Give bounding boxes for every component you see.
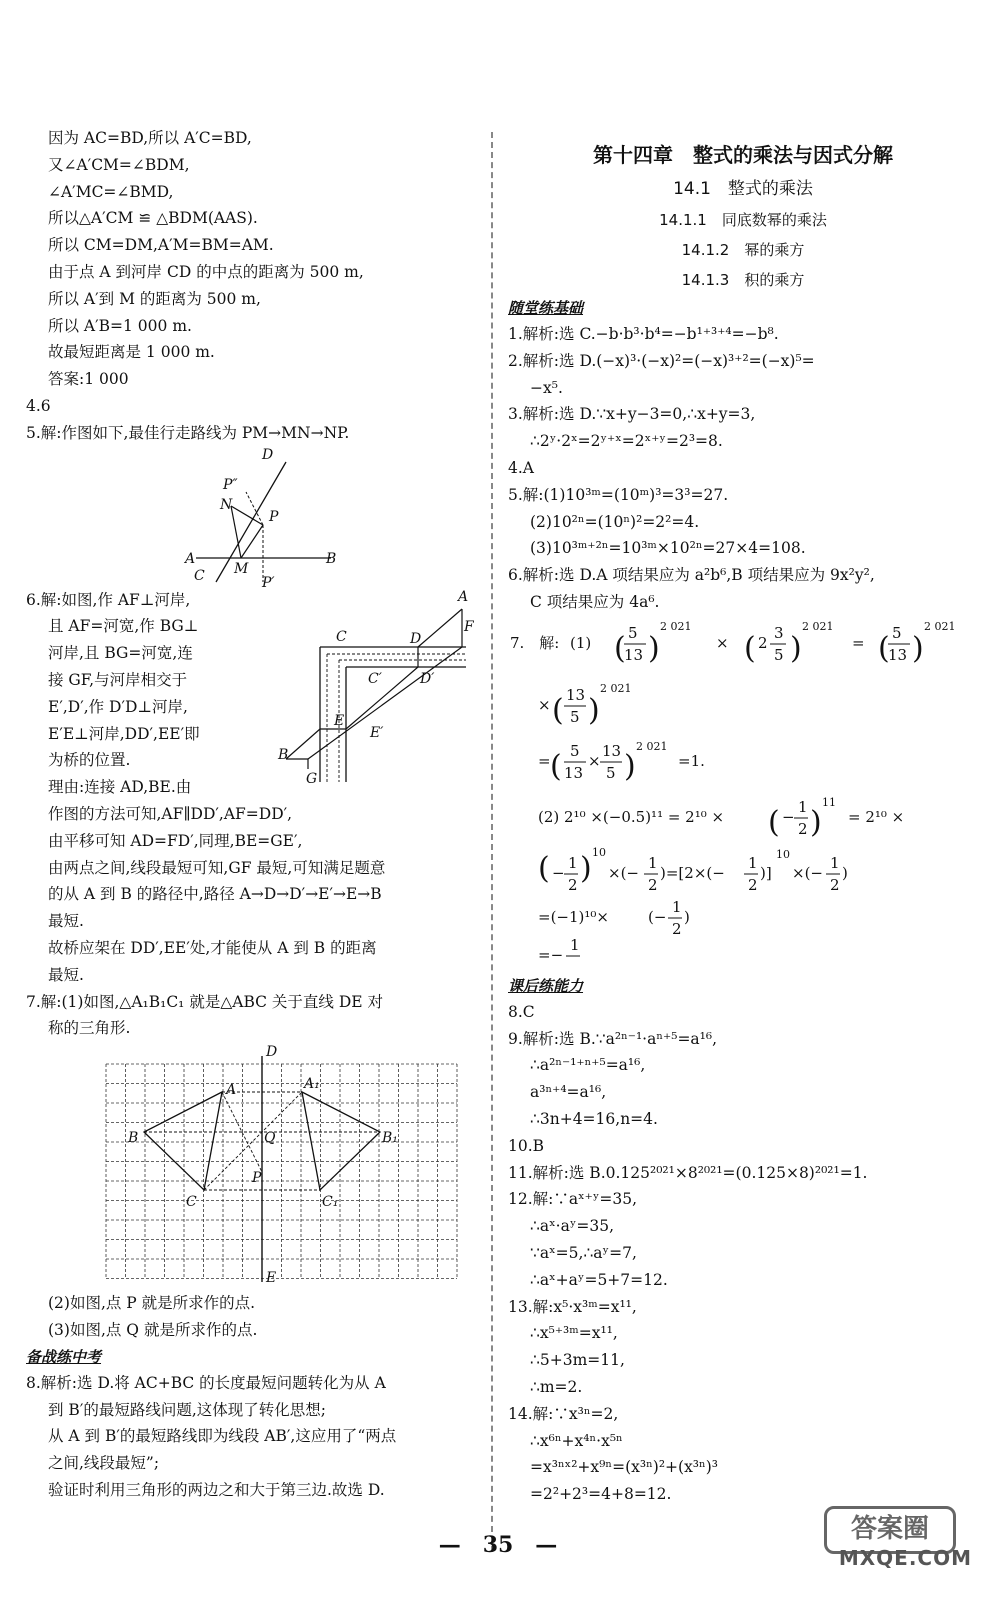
section-heading: 随堂练基础: [508, 299, 584, 317]
text-line: 因为 AC=BD,所以 A′C=BD,: [48, 129, 252, 147]
fig2-label: C′: [368, 670, 382, 687]
fig2-label: F: [464, 618, 474, 635]
svg-text:(: (: [744, 630, 756, 666]
svg-text:(: (: [550, 748, 562, 784]
math-text: 7. 解:: [510, 633, 560, 652]
text-line: 验证时利用三角形的两边之和大于第三边.故选 D.: [48, 1480, 385, 1499]
text-line: ∴3n+4=16,n=4.: [530, 1109, 658, 1128]
text-line: a³ⁿ⁺⁴=a¹⁶,: [530, 1083, 607, 1102]
math-text: (2) 2¹⁰ ×(−0.5)¹¹ = 2¹⁰ ×: [538, 807, 725, 826]
text-line: 由于点 A 到河岸 CD 的中点的距离为 500 m,: [48, 262, 364, 281]
text-line: ∴a²ⁿ⁻¹⁺ⁿ⁺⁵=a¹⁶,: [530, 1056, 646, 1075]
answer-line: 答案:1 000: [48, 370, 129, 389]
text-line: 河岸,且 BG=河宽,连: [48, 644, 193, 663]
fig3-label: E: [266, 1270, 277, 1287]
text-line: ∵aˣ=5,∴aʸ=7,: [530, 1243, 637, 1262]
math-text: 2: [648, 875, 658, 894]
fig3-label: B: [128, 1130, 139, 1147]
math-text: 1: [672, 897, 682, 916]
text-line: ∴2ʸ·2ˣ=2ʸ⁺ˣ=2ˣ⁺ʸ=2³=8.: [530, 432, 723, 451]
math-text: =(−1)¹⁰×: [538, 907, 609, 926]
svg-text:(: (: [538, 850, 550, 886]
svg-text:): ): [648, 630, 660, 666]
text-line: 8.解析:选 D.将 AC+BC 的长度最短问题转化为从 A: [26, 1373, 386, 1392]
figure-reflection-path: [26, 447, 474, 587]
math-text: =: [852, 633, 865, 652]
svg-text:−: −: [782, 807, 795, 826]
math-text: 2: [798, 819, 808, 838]
text-line: =x³ⁿˣ²+x⁹ⁿ=(x³ⁿ)²+(x³ⁿ)³: [530, 1458, 718, 1477]
text-line: −x⁵.: [530, 378, 563, 397]
svg-text:): ): [842, 863, 848, 882]
svg-text:): ): [810, 804, 822, 840]
math-text: (1): [570, 633, 592, 652]
text-line: ∠A′MC=∠BMD,: [48, 182, 174, 201]
math-text: 13: [602, 741, 622, 760]
svg-text:): ): [684, 907, 690, 926]
text-line: 最短.: [48, 912, 84, 931]
svg-text:(: (: [552, 692, 564, 728]
left-column: [26, 125, 474, 1504]
fig1-label: M: [234, 560, 249, 577]
text-line: 5.解:作图如下,最佳行走路线为 PM→MN→NP.: [26, 423, 350, 442]
text-line: 3.解析:选 D.∵x+y−3=0,∴x+y=3,: [508, 405, 756, 424]
svg-text:): ): [790, 630, 802, 666]
fig3-label: Q: [264, 1130, 276, 1147]
math-text: 5: [570, 707, 580, 726]
math-text: 5: [628, 623, 638, 642]
text-line: 最短.: [48, 965, 84, 984]
text-line: 5.解:(1)10³ᵐ=(10ᵐ)³=3³=27.: [508, 485, 729, 504]
math-text: 1: [798, 797, 808, 816]
svg-text:)=[2×(−: )=[2×(−: [660, 863, 725, 882]
text-line: 故最短距离是 1 000 m.: [48, 343, 215, 362]
math-exp: 2 021: [600, 681, 632, 695]
math-text: 2: [672, 919, 682, 938]
text-line: ∴m=2.: [530, 1377, 583, 1396]
math-text: =1.: [678, 751, 705, 770]
text-line: 13.解:x⁵·x³ᵐ=x¹¹,: [508, 1297, 637, 1316]
text-line: (2)如图,点 P 就是所求作的点.: [48, 1294, 256, 1313]
section-heading: 课后练能力: [508, 976, 584, 995]
fig1-label: B: [326, 550, 337, 567]
fig3-label: C: [186, 1194, 197, 1211]
text-line: 1.解析:选 C.−b·b³·b⁴=−b¹⁺³⁺⁴=−b⁸.: [508, 325, 779, 343]
fig3-label: B₁: [382, 1130, 398, 1147]
fig1-label: P′: [262, 574, 275, 587]
svg-text:): ): [580, 850, 592, 886]
fig3-label: D: [266, 1044, 278, 1061]
svg-text:(: (: [614, 630, 626, 666]
question-6: [26, 587, 474, 989]
svg-text:(: (: [768, 804, 780, 840]
section-title: 14.1 整式的乘法: [673, 179, 813, 199]
fig2-label: C: [336, 628, 347, 645]
text-line: 6.解析:选 D.A 项结果应为 a²b⁶,B 项结果应为 9x²y²,: [508, 566, 875, 585]
math-text: 13: [888, 645, 908, 664]
svg-text:11: 11: [822, 795, 836, 809]
fig2-label: D′: [420, 670, 435, 687]
text-line: =2²+2³=4+8=12.: [530, 1485, 672, 1504]
text-line: E′E⊥河岸,DD′,EE′即: [48, 724, 200, 743]
text-line: 所以 CM=DM,A′M=BM=AM.: [48, 236, 274, 255]
text-line: 理由:连接 AD,BE.由: [48, 778, 192, 797]
fig1-label: C: [194, 567, 205, 584]
text-line: 14.解:∵x³ⁿ=2,: [508, 1404, 619, 1423]
text-line: 又∠A′CM=∠BDM,: [48, 155, 190, 174]
watermark-logo: 答案圈: [824, 1506, 956, 1554]
math-text: 1: [648, 853, 658, 872]
text-line: 到 B′的最短路线问题,这体现了转化思想;: [48, 1400, 326, 1419]
svg-text:)]: )]: [760, 863, 772, 882]
text-line: ∴x⁶ⁿ+x⁴ⁿ·x⁵ⁿ: [530, 1431, 623, 1450]
fig1-label: P″: [223, 476, 238, 493]
fig2-label: D: [410, 630, 422, 647]
text-line: 称的三角形.: [48, 1019, 131, 1038]
text-line: 9.解析:选 B.∵a²ⁿ⁻¹·aⁿ⁺⁵=a¹⁶,: [508, 1029, 718, 1048]
math-text: 2: [748, 875, 758, 894]
text-line: 且 AF=河宽,作 BG⊥: [48, 617, 199, 636]
math-text: ×: [538, 695, 551, 714]
page-number: — 35 —: [438, 1532, 558, 1558]
text-line: 由平移可知 AD=FD′,同理,BE=GE′,: [48, 831, 303, 850]
question-7-math: [508, 616, 978, 961]
text-line: 所以△A′CM ≌ △BDM(AAS).: [48, 209, 258, 228]
chapter-title: 第十四章 整式的乘法与因式分解: [593, 143, 893, 167]
text-line: 2.解析:选 D.(−x)³·(−x)²=(−x)³⁺²=(−x)⁵=: [508, 351, 815, 370]
math-text: 5: [570, 741, 580, 760]
fig3-label: P: [252, 1170, 262, 1187]
fig1-label: P: [269, 508, 279, 525]
fig3-label: A: [226, 1082, 237, 1099]
math-text: 13: [564, 763, 584, 782]
text-line: 从 A 到 B′的最短路线即为线段 AB′,这应用了“两点: [48, 1427, 397, 1446]
math-exp: 2 021: [636, 739, 668, 753]
math-text: 13: [566, 685, 586, 704]
text-line: ∴aˣ+aʸ=5+7=12.: [530, 1270, 668, 1289]
text-line: 之间,线段最短”;: [48, 1454, 160, 1473]
fig2-label: B: [278, 746, 289, 763]
math-exp: 2 021: [660, 619, 692, 633]
text-line: 为桥的位置.: [48, 751, 131, 770]
text-line: (2)10²ⁿ=(10ⁿ)²=2²=4.: [530, 512, 700, 531]
math-text: 1: [568, 853, 578, 872]
svg-text:): ): [912, 630, 924, 666]
math-exp: 2 021: [802, 619, 834, 633]
math-exp: 2 021: [924, 619, 956, 633]
figure-bridge: [274, 587, 474, 797]
text-line: C 项结果应为 4a⁶.: [530, 592, 660, 611]
math-text: 1: [830, 853, 840, 872]
fig1-label: D: [262, 446, 274, 463]
text-line: 的从 A 到 B 的路径中,路径 A→D→D′→E′→E→B: [48, 885, 382, 904]
text-line: 接 GF,与河岸相交于: [48, 670, 188, 689]
text-line: E′,D′,作 D′D⊥河岸,: [48, 697, 188, 716]
text-line: (3)10³ᵐ⁺²ⁿ=10³ᵐ×10²ⁿ=27×4=108.: [530, 539, 806, 558]
fig3-label: A₁: [304, 1076, 320, 1093]
svg-text:10: 10: [592, 845, 606, 859]
fig3-label: C₁: [322, 1194, 339, 1211]
fig2-label: E′: [370, 724, 384, 741]
column-divider: [491, 132, 493, 1552]
figure-grid-symmetry: [26, 1042, 474, 1290]
fig1-label: A: [185, 550, 196, 567]
math-text: 2: [758, 633, 768, 652]
text-line: 8.C: [508, 1002, 535, 1021]
text-line: ∴aˣ·aʸ=35,: [530, 1217, 615, 1236]
fig2-label: E: [334, 712, 345, 729]
text-line: 10.B: [508, 1136, 545, 1155]
text-line: 作图的方法可知,AF∥DD′,AF=DD′,: [48, 804, 293, 823]
math-text: 1: [570, 935, 580, 954]
text-line: 4.6: [26, 396, 51, 415]
text-line: ∴5+3m=11,: [530, 1351, 625, 1370]
math-text: =−: [538, 945, 564, 961]
fig2-label: A: [458, 588, 469, 605]
svg-text:= 2¹⁰ ×: = 2¹⁰ ×: [848, 807, 905, 826]
fig1-label: N: [220, 496, 233, 513]
math-text: 2: [830, 875, 840, 894]
text-line: 4.A: [508, 458, 534, 477]
svg-text:×: ×: [588, 751, 601, 770]
svg-text:): ): [624, 748, 636, 784]
text-line: 12.解:∵aˣ⁺ʸ=35,: [508, 1190, 638, 1209]
svg-text:10: 10: [776, 847, 790, 861]
text-line: (3)如图,点 Q 就是所求作的点.: [48, 1320, 258, 1339]
math-text: 2: [568, 875, 578, 894]
svg-text:): ): [588, 692, 600, 728]
svg-text:(−: (−: [648, 907, 667, 926]
math-text: 5: [606, 763, 616, 782]
math-text: =: [538, 751, 551, 770]
watermark-site: MXQE.COM: [838, 1546, 972, 1570]
text-line: 故桥应架在 DD′,EE′处,才能使从 A 到 B 的距离: [48, 938, 377, 957]
text-line: ∴x⁵⁺³ᵐ=x¹¹,: [530, 1324, 618, 1343]
subsection-title: 14.1.3 积的乘方: [681, 271, 805, 289]
svg-text:(: (: [878, 630, 890, 666]
svg-text:×(−: ×(−: [792, 863, 823, 882]
math-text: 13: [624, 645, 644, 664]
math-text: 5: [892, 623, 902, 642]
svg-text:−: −: [552, 863, 565, 882]
svg-text:×(−: ×(−: [608, 863, 639, 882]
math-text: 3: [774, 623, 784, 642]
text-line: 所以 A′B=1 000 m.: [48, 316, 192, 335]
fig2-label: G: [306, 770, 318, 787]
text-line: 7.解:(1)如图,△A₁B₁C₁ 就是△ABC 关于直线 DE 对: [26, 992, 384, 1011]
text-line: 所以 A′到 M 的距离为 500 m,: [48, 289, 261, 308]
right-column: [508, 137, 978, 1508]
math-text: ×: [716, 633, 729, 652]
math-text: 5: [774, 645, 784, 664]
text-line: 11.解析:选 B.0.125²⁰²¹×8²⁰²¹=(0.125×8)²⁰²¹=1.: [508, 1163, 868, 1182]
text-line: 6.解:如图,作 AF⊥河岸,: [26, 590, 191, 609]
section-heading: 备战练中考: [26, 1347, 102, 1366]
math-text: 1: [748, 853, 758, 872]
text-line: 由两点之间,线段最短可知,GF 最短,可知满足题意: [48, 858, 386, 877]
subsection-title: 14.1.1 同底数幂的乘法: [659, 211, 827, 229]
subsection-title: 14.1.2 幂的乘方: [681, 241, 805, 259]
